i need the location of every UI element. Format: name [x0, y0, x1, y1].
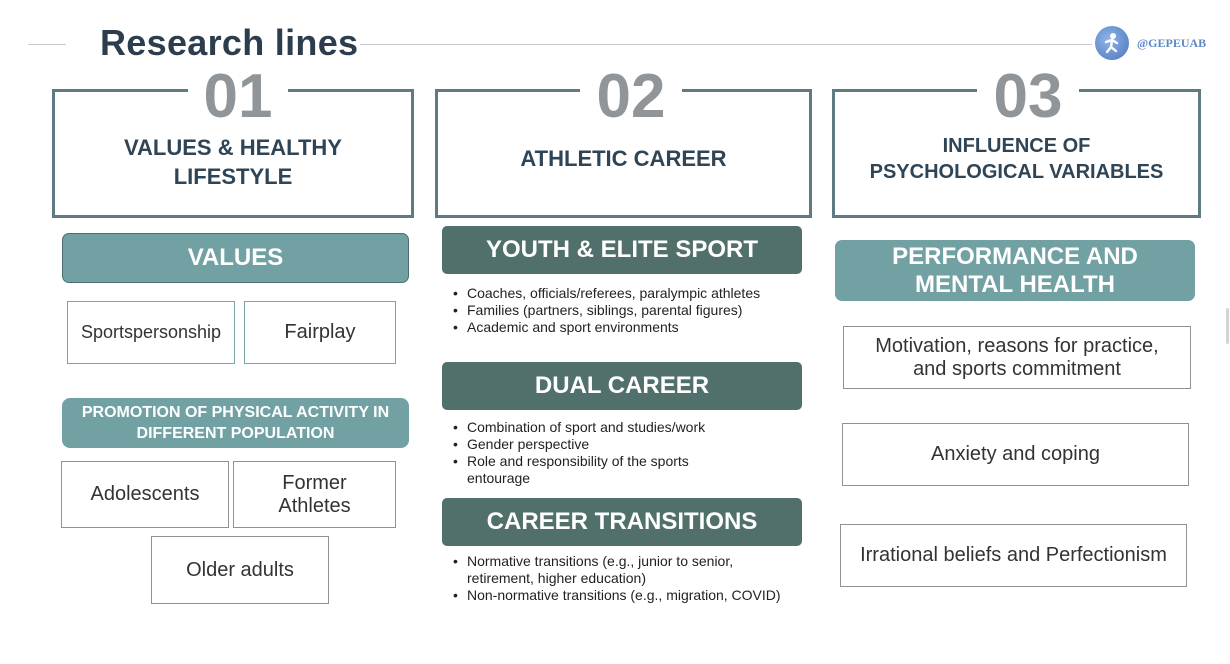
list-item: • Academic and sport environments [447, 319, 787, 336]
career-transitions-clip [447, 553, 792, 611]
bullet-list-youth-elite [447, 285, 787, 336]
list-item: • Combination of sport and studies/work [447, 419, 747, 436]
list-item: • Families (partners, siblings, parental figures) [447, 302, 787, 319]
topic-box-fairplay: Fairplay [244, 301, 396, 364]
list-item: • Non-normative transitions (e.g., migration, COVID) [447, 587, 792, 604]
bullet-list-career-transitions [447, 553, 792, 604]
brand [1095, 26, 1225, 56]
topic-box-motivation: Motivation, reasons for practice, and sports commitment [843, 326, 1191, 389]
card-title-02: ATHLETIC CAREER [520, 146, 727, 171]
topic-box-former-athletes: Former Athletes [233, 461, 396, 528]
topic-box-anxiety: Anxiety and coping [842, 423, 1189, 486]
topic-box-older-adults: Older adults [151, 536, 329, 604]
topic-box-adolescents: Adolescents [61, 461, 229, 528]
card-number-02: 02 [580, 66, 682, 128]
page-title: Research lines [100, 22, 359, 63]
list-item: • Gender perspective [447, 436, 747, 453]
section-heading-performance: PERFORMANCE AND MENTAL HEALTH [835, 240, 1195, 301]
header-rule-right [360, 44, 1092, 45]
card-title-03: INFLUENCE OF PSYCHOLOGICAL VARIABLES [869, 135, 1164, 183]
section-heading-youth-elite: YOUTH & ELITE SPORT [442, 226, 802, 274]
section-heading-career-transitions: CAREER TRANSITIONS [442, 498, 802, 546]
section-heading-dual-career: DUAL CAREER [442, 362, 802, 410]
list-item: • Normative transitions (e.g., junior to senior, retirement, higher education) [447, 553, 792, 587]
logo-icon [1095, 26, 1129, 60]
topic-box-irrational-beliefs: Irrational beliefs and Perfectionism [840, 524, 1187, 587]
header-rule-left [28, 44, 66, 45]
card-number-03: 03 [977, 66, 1079, 128]
bullet-list-dual-career [447, 419, 747, 487]
section-heading-values: VALUES [62, 233, 409, 283]
brand-handle: @GEPEUAB [1137, 36, 1207, 50]
list-item: • Role and responsibility of the sports entourage [447, 453, 747, 487]
card-number-01: 01 [188, 66, 288, 128]
scrollbar[interactable] [1226, 308, 1229, 344]
list-item: • Coaches, officials/referees, paralympic athletes [447, 285, 787, 302]
section-heading-promotion: PROMOTION OF PHYSICAL ACTIVITY IN DIFFERENT POPULATION [62, 398, 409, 448]
card-title-01: VALUES & HEALTHY LIFESTYLE [124, 135, 342, 189]
topic-box-sportspersonship: Sportspersonship [67, 301, 235, 364]
